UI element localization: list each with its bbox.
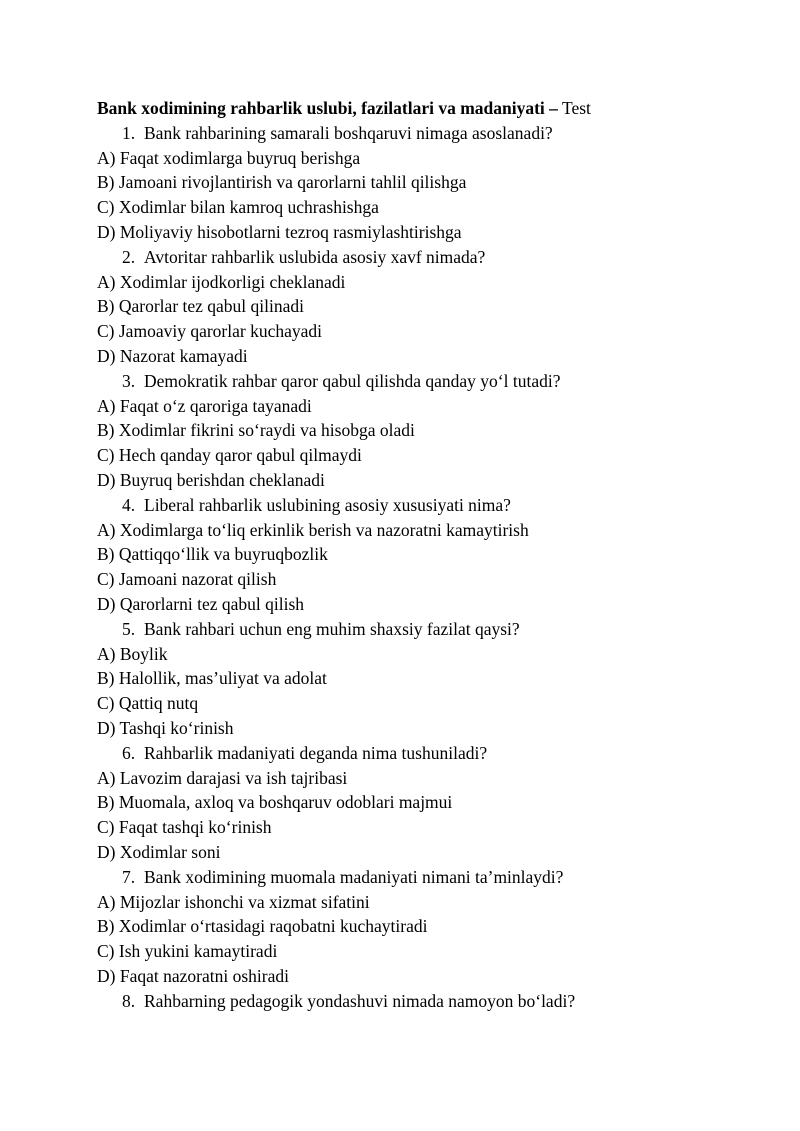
question-6 xyxy=(97,741,737,766)
answer-option-1-c: C) Xodimlar bilan kamroq uchrashishga xyxy=(97,197,379,218)
document-page xyxy=(97,96,737,1013)
answer-option-2-b: B) Qarorlar tez qabul qilinadi xyxy=(97,296,305,317)
answer-option-7-a: A) Mijozlar ishonchi va xizmat sifatini xyxy=(97,891,370,912)
answer-option-1-d: D) Moliyaviy hisobotlarni tezroq rasmiylashtirishga xyxy=(97,221,462,242)
question-8 xyxy=(97,989,737,1014)
answer-option-3-d: D) Buyruq berishdan cheklanadi xyxy=(97,469,325,490)
answer-option-5-a: A) Boylik xyxy=(97,643,168,664)
question-2 xyxy=(97,245,737,270)
question-text: Demokratik rahbar qaror qabul qilishda qanday yo‘l tutadi? xyxy=(144,370,561,391)
question-list xyxy=(97,121,737,1014)
answer-option-4-c: C) Jamoani nazorat qilish xyxy=(97,569,277,590)
answer-option-1-a: A) Faqat xodimlarga buyruq berishga xyxy=(97,147,361,168)
answer-option-3-c: C) Hech qanday qaror qabul qilmaydi xyxy=(97,445,362,466)
question-number: 6. xyxy=(122,742,136,763)
question-number: 5. xyxy=(122,618,136,639)
question-3 xyxy=(97,369,737,394)
answer-option-6-d: D) Xodimlar soni xyxy=(97,841,221,862)
question-text: Rahbarlik madaniyati deganda nima tushuniladi? xyxy=(144,742,488,763)
answer-option-3-a: A) Faqat o‘z qaroriga tayanadi xyxy=(97,395,312,416)
document-title-suffix: Test xyxy=(557,98,591,118)
question-number: 3. xyxy=(122,370,136,391)
question-number: 4. xyxy=(122,494,136,515)
question-4 xyxy=(97,493,737,518)
question-number: 8. xyxy=(122,990,136,1011)
answer-option-5-d: D) Tashqi ko‘rinish xyxy=(97,717,234,738)
question-5 xyxy=(97,617,737,642)
answer-option-3-b: B) Xodimlar fikrini so‘raydi va hisobga oladi xyxy=(97,420,415,441)
question-7 xyxy=(97,865,737,890)
document-title-bold: Bank xodimining rahbarlik uslubi, fazilatlari va madaniyati – xyxy=(97,98,558,118)
question-number: 1. xyxy=(122,122,136,143)
answer-option-4-b: B) Qattiqqo‘llik va buyruqbozlik xyxy=(97,544,328,565)
question-text: Bank rahbari uchun eng muhim shaxsiy fazilat qaysi? xyxy=(144,618,520,639)
answer-option-6-c: C) Faqat tashqi ko‘rinish xyxy=(97,817,272,838)
answer-option-6-b: B) Muomala, axloq va boshqaruv odoblari majmui xyxy=(97,792,453,813)
question-text: Liberal rahbarlik uslubining asosiy xususiyati nima? xyxy=(144,494,511,515)
answer-option-2-c: C) Jamoaviy qarorlar kuchayadi xyxy=(97,321,322,342)
answer-option-7-b: B) Xodimlar o‘rtasidagi raqobatni kuchaytiradi xyxy=(97,916,428,937)
answer-option-5-c: C) Qattiq nutq xyxy=(97,693,199,714)
answer-option-1-b: B) Jamoani rivojlantirish va qarorlarni tahlil qilishga xyxy=(97,172,467,193)
question-1 xyxy=(97,121,737,146)
question-text: Avtoritar rahbarlik uslubida asosiy xavf nimada? xyxy=(144,246,486,267)
answer-option-5-b: B) Halollik, mas’uliyat va adolat xyxy=(97,668,327,689)
answer-option-4-a: A) Xodimlarga to‘liq erkinlik berish va nazoratni kamaytirish xyxy=(97,519,529,540)
answer-option-7-c: C) Ish yukini kamaytiradi xyxy=(97,941,278,962)
answer-option-2-d: D) Nazorat kamayadi xyxy=(97,345,248,366)
question-text: Rahbarning pedagogik yondashuvi nimada namoyon bo‘ladi? xyxy=(144,990,576,1011)
answer-option-6-a: A) Lavozim darajasi va ish tajribasi xyxy=(97,767,348,788)
question-number: 2. xyxy=(122,246,136,267)
document-title xyxy=(97,96,737,121)
question-text: Bank rahbarining samarali boshqaruvi nimaga asoslanadi? xyxy=(144,122,553,143)
answer-option-7-d: D) Faqat nazoratni oshiradi xyxy=(97,965,289,986)
question-number: 7. xyxy=(122,866,136,887)
answer-option-2-a: A) Xodimlar ijodkorligi cheklanadi xyxy=(97,271,346,292)
question-text: Bank xodimining muomala madaniyati nimani ta’minlaydi? xyxy=(144,866,564,887)
answer-option-4-d: D) Qarorlarni tez qabul qilish xyxy=(97,593,305,614)
